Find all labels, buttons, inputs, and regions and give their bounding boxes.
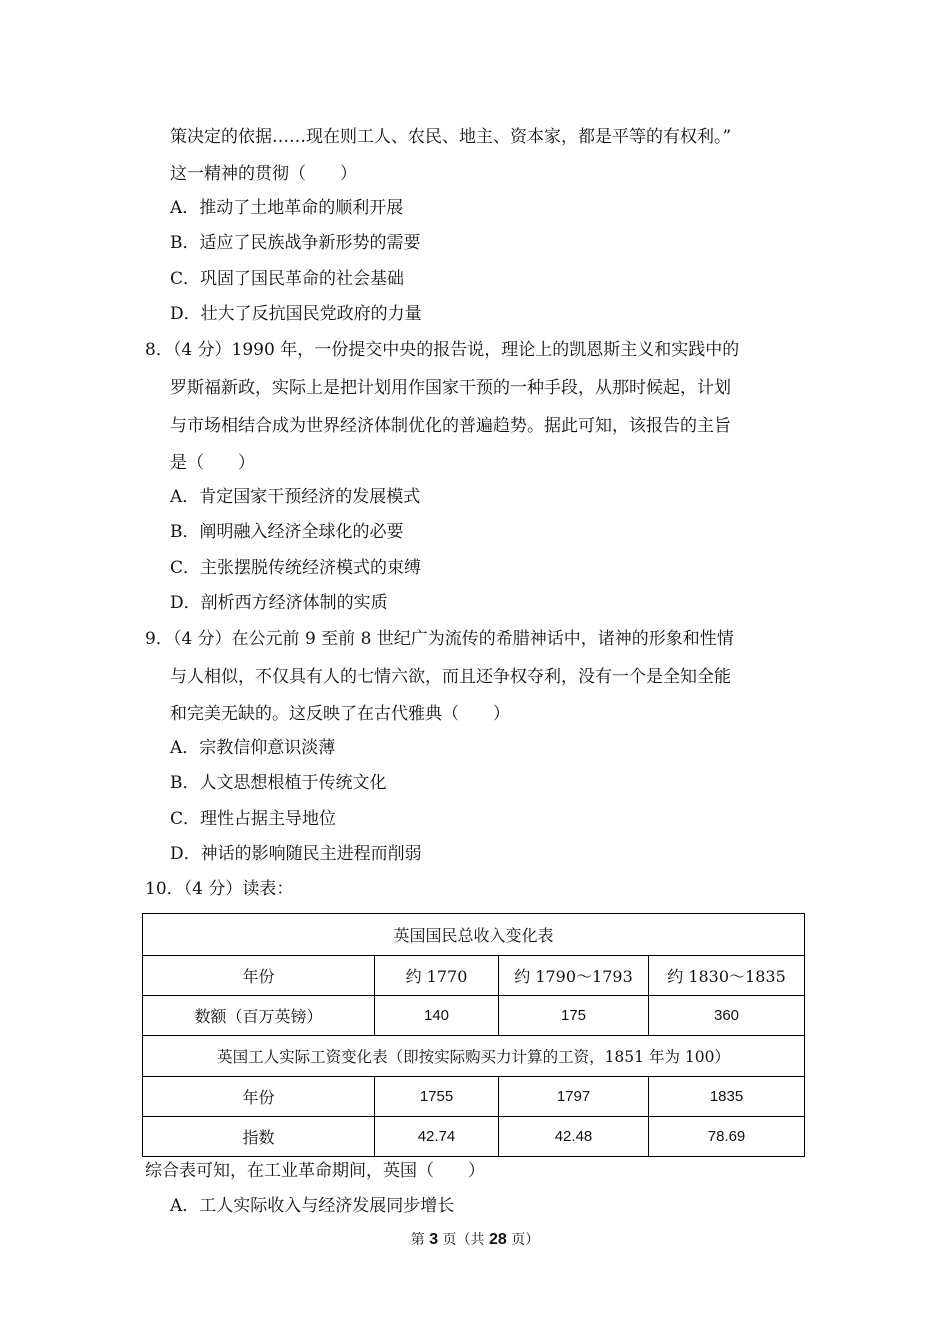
q9-stem-line: 9．（4 分）在公元前 9 至前 8 世纪广为流传的希腊神话中，诸神的形象和性情 [145, 629, 734, 649]
table-cell: 1835 [649, 1077, 805, 1117]
table-cell: 约 1790～1793 [499, 956, 649, 996]
table-cell: 约 1770 [375, 956, 499, 996]
q8-stem-line: 罗斯福新政，实际上是把计划用作国家干预的一种手段，从那时候起，计划 [170, 378, 731, 398]
table-row [143, 996, 805, 1036]
table-row [143, 956, 805, 996]
footer-text: 页（共 [442, 1232, 485, 1248]
table-title-income: 英国国民总收入变化表 [143, 914, 805, 956]
q9-stem-line: 与人相似，不仅具有人的七情六欲，而且还争权夺利，没有一个是全知全能 [170, 667, 731, 687]
table-title-row [143, 1036, 805, 1077]
table-cell: 指数 [143, 1117, 375, 1157]
q8-option-b: B．阐明融入经济全球化的必要 [170, 522, 404, 542]
q9-option-d: D．神话的影响随民主进程而削弱 [170, 844, 422, 864]
q8-option-c: C．主张摆脱传统经济模式的束缚 [170, 558, 422, 578]
q9-option-a: A．宗教信仰意识淡薄 [170, 738, 336, 758]
q7-stem-line: 这一精神的贯彻（ ） [170, 164, 357, 184]
table-cell: 1755 [375, 1077, 499, 1117]
table-row [143, 1077, 805, 1117]
table-cell: 数额（百万英镑） [143, 996, 375, 1036]
table-cell: 42.48 [499, 1117, 649, 1157]
table-title-wage: 英国工人实际工资变化表（即按实际购买力计算的工资，1851 年为 100） [143, 1036, 805, 1077]
q7-stem-line: 策决定的依据……现在则工人、农民、地主、资本家，都是平等的有权利。” [170, 127, 732, 147]
table-cell: 360 [649, 996, 805, 1036]
table-cell: 42.74 [375, 1117, 499, 1157]
q8-option-a: A．肯定国家干预经济的发展模式 [170, 487, 421, 507]
q10-stem-line: 综合表可知，在工业革命期间，英国（ ） [145, 1161, 485, 1181]
q9-option-b: B．人文思想根植于传统文化 [170, 773, 387, 793]
q10-option-a: A．工人实际收入与经济发展同步增长 [170, 1196, 455, 1216]
q9-option-c: C．理性占据主导地位 [170, 809, 337, 829]
table-cell: 年份 [143, 956, 375, 996]
table-cell: 175 [499, 996, 649, 1036]
q7-option-b: B．适应了民族战争新形势的需要 [170, 233, 421, 253]
q8-stem-line: 与市场相结合成为世界经济体制优化的普遍趋势。据此可知，该报告的主旨 [170, 416, 731, 436]
q10-stem-line: 10．（4 分）读表： [145, 879, 294, 899]
q9-stem-line: 和完美无缺的。这反映了在古代雅典（ ） [170, 704, 510, 724]
q8-stem-line: 是（ ） [170, 453, 255, 473]
page-footer [0, 1229, 950, 1249]
q7-option-c: C．巩固了国民革命的社会基础 [170, 269, 405, 289]
table-title-row [143, 914, 805, 956]
q7-option-d: D．壮大了反抗国民党政府的力量 [170, 304, 422, 324]
q8-option-d: D．剖析西方经济体制的实质 [170, 593, 388, 613]
q8-stem-line: 8．（4 分）1990 年，一份提交中央的报告说，理论上的凯恩斯主义和实践中的 [145, 340, 740, 360]
q7-option-a: A．推动了土地革命的顺利开展 [170, 198, 404, 218]
table-row [143, 1117, 805, 1157]
table-cell: 1797 [499, 1077, 649, 1117]
table-cell: 年份 [143, 1077, 375, 1117]
table-cell: 140 [375, 996, 499, 1036]
table-cell: 约 1830～1835 [649, 956, 805, 996]
table-cell: 78.69 [649, 1117, 805, 1157]
income-wage-table [142, 913, 805, 1157]
page-total: 28 [489, 1231, 507, 1248]
page-number: 3 [429, 1231, 439, 1248]
footer-text: 页） [511, 1232, 540, 1248]
footer-text: 第 [410, 1232, 425, 1248]
